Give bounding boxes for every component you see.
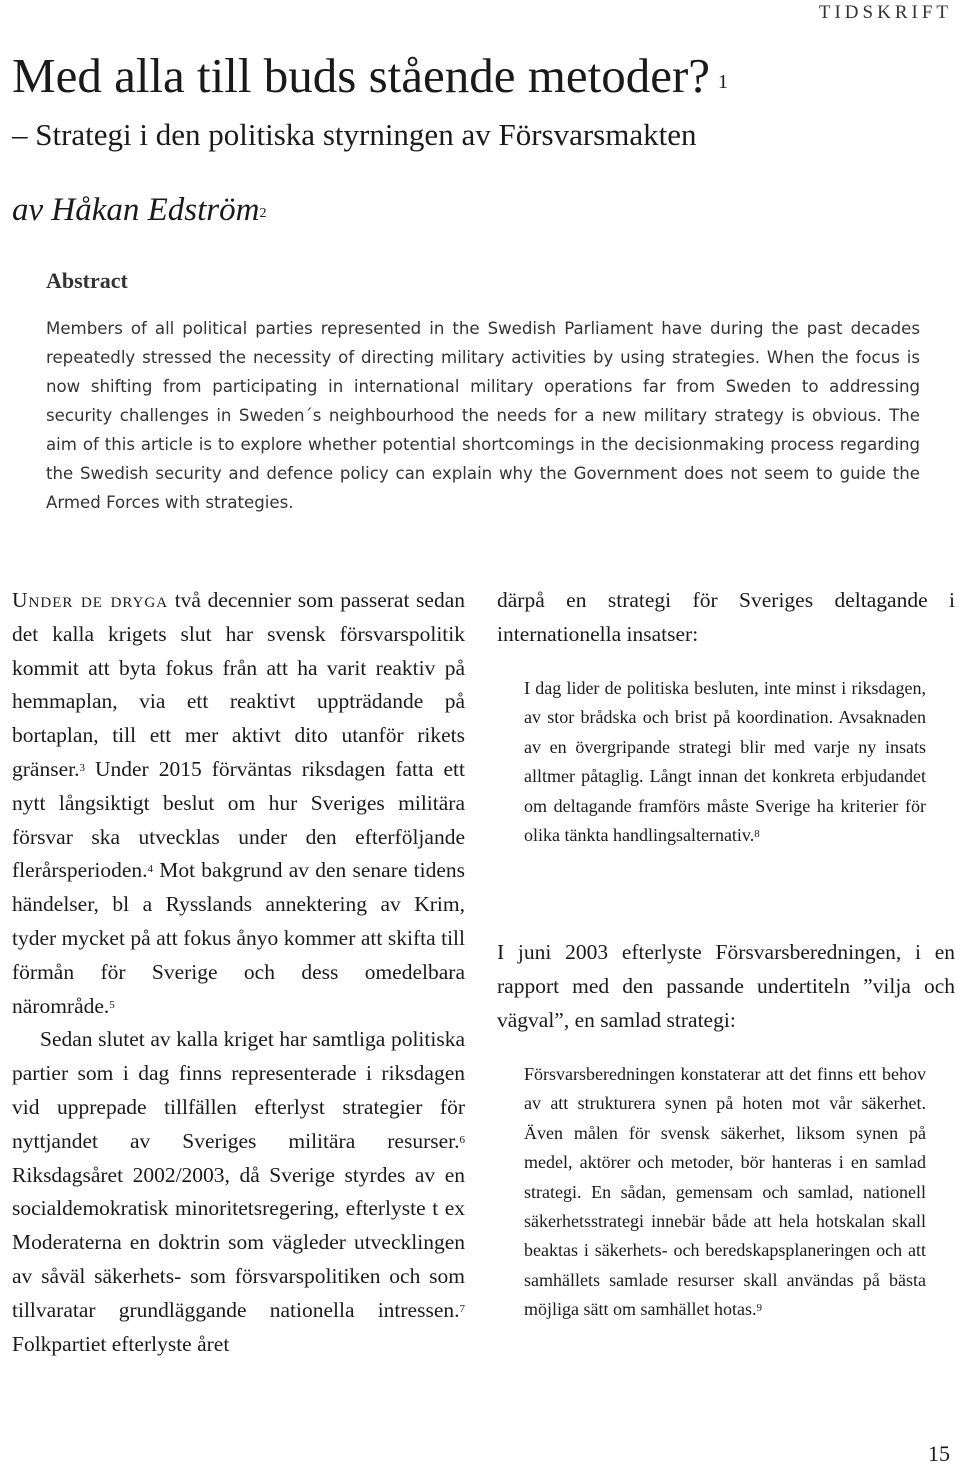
footnote-ref[interactable]: 9 — [756, 1302, 762, 1315]
author-footnote-ref[interactable]: 2 — [259, 206, 267, 221]
footnote-ref[interactable]: 3 — [79, 761, 85, 774]
quote-text: I dag lider de politiska besluten, inte minst i riksdagen, av stor brådska och brist på koordination. Avsaknaden av en övergripande strategi blir med varje ny insats alltmer påtaglig. Långt innan det konkreta erbjudandet om deltagande framförs måste Sverige ha kriterier för olika tänkta handlingsalternativ. — [524, 678, 926, 846]
article-title — [12, 48, 728, 104]
body-paragraph: därpå en strategi för Sveriges deltagande i internationella insatser: — [497, 588, 955, 646]
footnote-ref[interactable]: 8 — [754, 828, 760, 841]
body-text: Mot bakgrund av den senare tidens händelser, bl a Rysslands annektering av Krim, tyder mycket på att fokus ånyo kommer att skifta till förmån för Sverige och dess omedelbara närområde. — [12, 858, 465, 1018]
body-paragraph — [12, 584, 465, 1023]
title-footnote-ref[interactable]: 1 — [718, 71, 729, 93]
lead-in-smallcaps: Under de dryga — [12, 588, 169, 612]
abstract-body: Members of all political parties represented in the Swedish Parliament have during the past decades repeatedly stressed the necessity of directing military activities by using strategies. When the focus is now shifting from participating in international military operations far from Sweden to addressing security challenges in Sweden´s neighbourhood the needs for a new military strategy is obvious. The aim of this article is to explore whether potential shortcomings in the decisionmaking process regarding the Swedish security and defence policy can explain why the Government does not seem to guide the Armed Forces with strategies. — [46, 319, 920, 512]
article-subtitle: – Strategi i den politiska styrningen av Försvarsmakten — [12, 117, 697, 152]
left-column — [12, 584, 465, 1361]
body-text: Under 2015 förväntas riksdagen fatta ett nytt långsiktigt beslut om hur Sveriges militära försvar ska utvecklas under den efterföljande flerårsperioden. — [12, 756, 465, 883]
footnote-ref[interactable]: 4 — [147, 863, 153, 876]
body-text: Sedan slutet av kalla kriget har samtliga politiska partier som i dag finns representerade i riksdagen vid upprepade tillfällen efterlyst strategier för nyttjandet av Sveriges militära resurser. — [12, 1027, 465, 1153]
footnote-ref[interactable]: 5 — [109, 998, 115, 1011]
right-column — [497, 584, 955, 1414]
footnote-ref[interactable]: 7 — [459, 1302, 465, 1315]
quote-text: Försvarsberedningen konstaterar att det finns ett behov av att strukturera synen på hoten mot vår säkerhet. Även målen för svensk säkerhet, liksom synen på medel, aktörer och metoder, bör hanteras i en samlad strategi. En sådan, gemensam och samlad, nationell säkerhetsstrategi innebär både att hela hotskalan skall beaktas i säkerhets- och beredskapsplaneringen och att samhällets samlade resurser skall användas på bästa möjliga sätt om samhället hotas. — [524, 1064, 926, 1320]
body-text: Folkpartiet efterlyste året — [12, 1331, 230, 1356]
body-text: två decennier som passerat sedan det kalla krigets slut har svensk försvarspolitik kommit att byta fokus från att ha varit reaktiv på hemmaplan, via ett reaktivt uppträdande på bortaplan, till ett mer aktivt dito utanför rikets gränser. — [12, 588, 465, 781]
body-text: Riksdagsåret 2002/2003, då Sverige styrdes av en socialdemokratisk minoritetsregering, efterlyste t ex Moderaterna en doktrin som vägleder utvecklingen av såväl säkerhets- som försvarspolitiken och som tillvaratar grundläggande nationella intressen. — [12, 1162, 465, 1322]
abstract-heading: Abstract — [46, 268, 128, 293]
journal-label: TIDSKRIFT — [818, 2, 952, 23]
author-byline — [12, 190, 266, 230]
article-title-text: Med alla till buds stående metoder? — [12, 48, 711, 103]
body-paragraph: I juni 2003 efterlyste Försvarsberedningen, i en rapport med den passande undertiteln ”vilja och vägval”, en samlad strategi: — [497, 940, 955, 1032]
footnote-ref[interactable]: 6 — [459, 1133, 465, 1146]
block-quote — [524, 1060, 926, 1325]
page-number: 15 — [928, 1441, 950, 1466]
author-name: av Håkan Edström — [12, 192, 260, 228]
block-quote — [524, 674, 926, 850]
body-paragraph — [12, 1023, 465, 1361]
